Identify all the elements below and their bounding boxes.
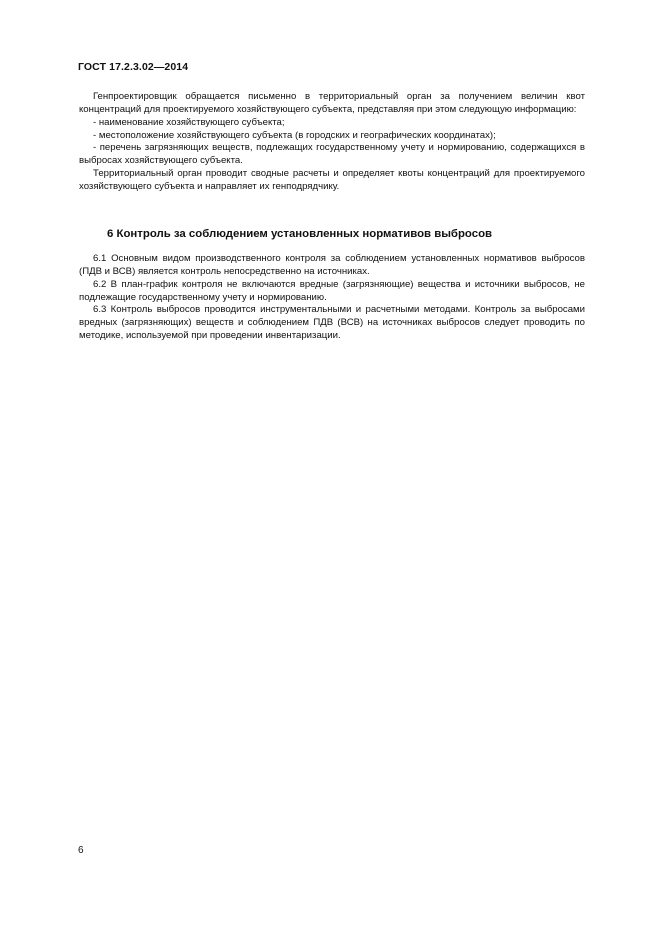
- section-heading: 6 Контроль за соблюдением установленных нормативов выбросов: [107, 228, 493, 240]
- intro-paragraph-2: Территориальный орган проводит сводные расчеты и определяет квоты концентраций для проектируемого хозяйствующего субъекта и направляет их генподрядчику.: [79, 168, 585, 192]
- list-item: - местоположение хозяйствующего субъекта (в городских и географических координатах);: [93, 129, 496, 141]
- intro-block: [79, 91, 585, 194]
- intro-paragraph: Генпроектировщик обращается письменно в территориальный орган за получением величин квот концентраций для проектируемого хозяйствующего субъекта, представляя при этом следующую информацию:: [79, 91, 585, 115]
- section-body: [79, 253, 585, 343]
- clause-6-3: 6.3 Контроль выбросов проводится инструментальными и расчетными методами. Контроль за выбросами вредных (загрязняющих) веществ и соблюдением ПДВ (ВСВ) на источниках выбросов следует проводить по методике, используемой при проведении инвентаризации.: [79, 304, 585, 342]
- clause-6-2: 6.2 В план-график контроля не включаются вредные (загрязняющие) вещества и источники выбросов, не подлежащие государственному учету и нормированию.: [79, 278, 585, 303]
- page-number: 6: [78, 845, 84, 856]
- list-item: - перечень загрязняющих веществ, подлежащих государственному учету и нормированию, содержащихся в выбросах хозяйствующего субъекта.: [79, 142, 585, 167]
- clause-6-1: 6.1 Основным видом производственного контроля за соблюдением установленных нормативов выбросов (ПДВ и ВСВ) является контроль непосредственно на источниках.: [79, 253, 585, 277]
- document-code-header: ГОСТ 17.2.3.02—2014: [78, 61, 189, 73]
- list-item: - наименование хозяйствующего субъекта;: [93, 116, 285, 128]
